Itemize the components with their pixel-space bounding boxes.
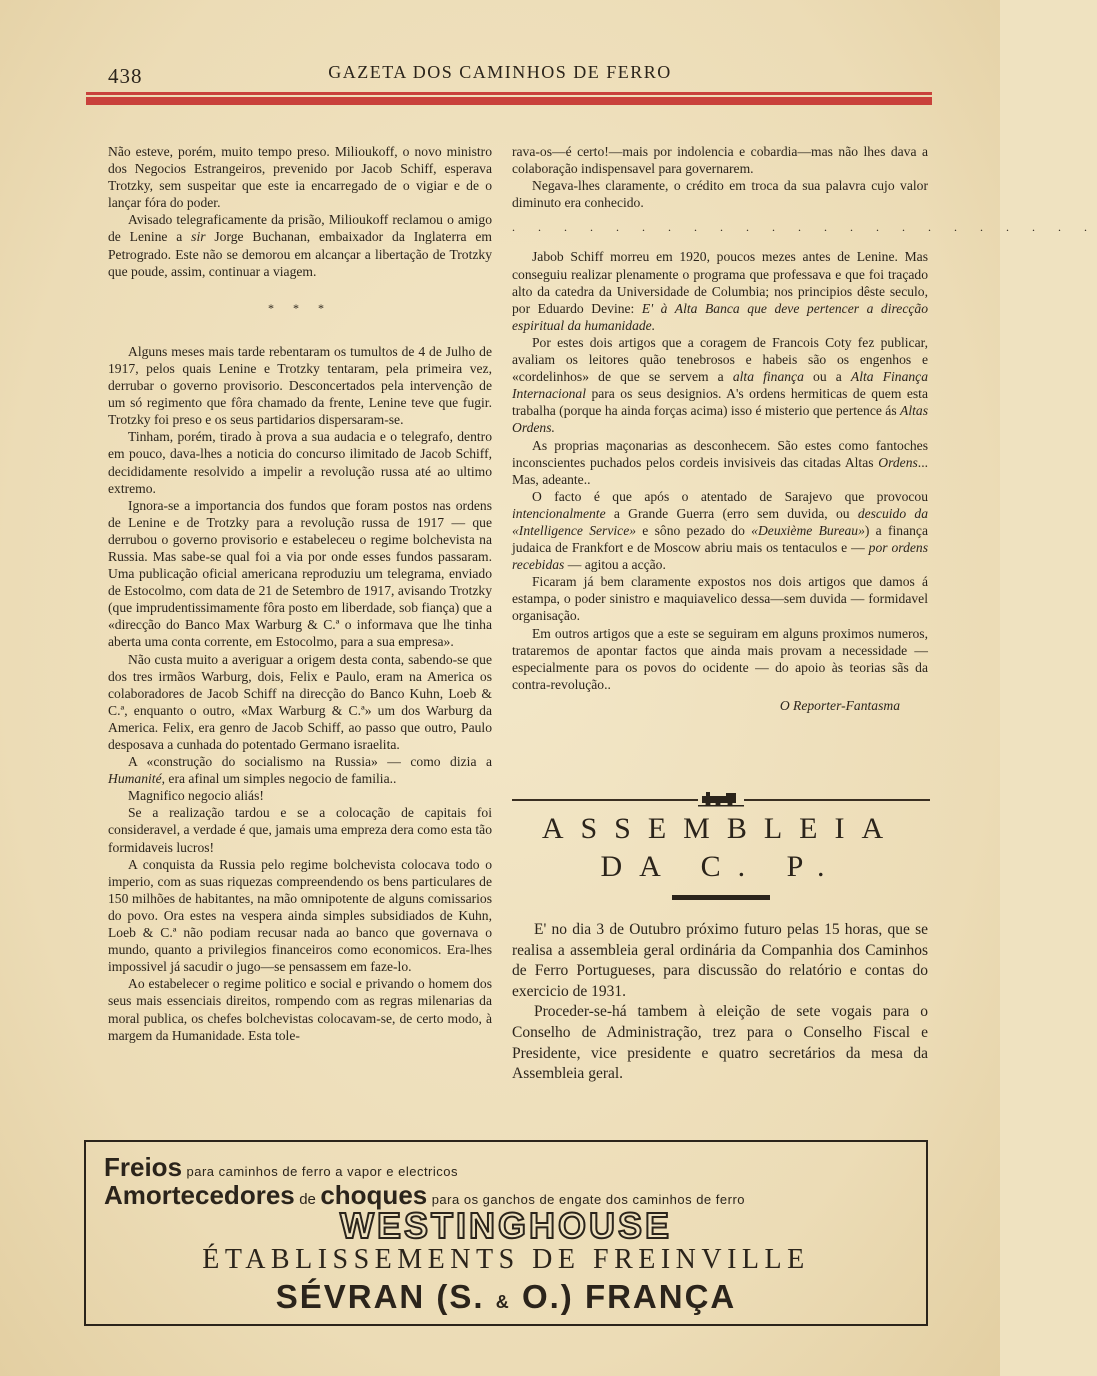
ad-freios-line: Freios para caminhos de ferro a vapor e electricos: [104, 1152, 458, 1182]
paragraph: Ignora-se a importancia dos fundos que foram postos nas ordens de Lenine e de Trotzky para a revolução russa de 1917 — que derrubou o governo provisorio e estabeleceu o regime bolchevista na Russia. Mas sabe-se qual foi a via por onde esses fundos passaram. Uma publicação oficial americana reproduziu um telegrama, enviado de Estocolmo, com data de 21 de Setembro de 1917, avisando Trotzky (que imprudentissimamente fôra posto em liberdade, sob fiança) que a «direcção do Banco Max Warburg & C.ª o informava que lhe tinha aberta uma conta corrente, em Estocolmo, para a sua empresa».: [108, 497, 492, 650]
paragraph: rava-os—é certo!—mais por indolencia e cobardia—mas não lhes dava a colaboração indispensavel para governarem.: [512, 144, 928, 177]
assembleia-title: ASSEMBLEIA: [541, 812, 901, 845]
page-number: 438: [108, 64, 143, 88]
paragraph: Proceder-se-há tambem à eleição de sete vogais para o Conselho de Administração, trez para o Conselho Fiscal e Presidente, vice presidente e quatro secretários da mesa da Assembleia geral.: [512, 1003, 928, 1083]
paragraph: Negava-lhes claramente, o crédito em troca da sua palavra cujo valor diminuto era conhecido.: [512, 178, 928, 211]
paragraph: A conquista da Russia pelo regime bolchevista colocava todo o imperio, com as suas riquezas compreendendo os bens particulares de 150 milhões de habitantes, na mão omnipotente de alguns comissarios do povo. Ora estes na vespera ainda simples subsidiados de Kuhn, Loeb & C.ª não podiam recusar nada ao banco que governava o mundo, quanto a privilegios financeiros como economicos. Era-lhes impossivel já sacudir o jugo—se pensassem em faze-lo.: [108, 856, 492, 975]
section-divider: [512, 791, 930, 807]
paragraph: O facto é que após o atentado de Sarajevo que provocou intencionalmente a Grande Guerra (erro sem duvida, ou descuido da «Intelligence Service» e sôno pezado do «Deuxième Bureau») a finança judaica de Frankfort e de Moscow abriu mais os tentaculos e — por ordens recebidas — agitou a acção.: [512, 488, 928, 573]
ad-location: SÉVRAN (S. & O.) FRANÇA: [275, 1278, 737, 1315]
left-column: [108, 143, 492, 1044]
paragraph: Magnifico negocio aliás!: [128, 788, 264, 804]
ad-establishment: ÉTABLISSEMENTS DE FREINVILLE: [202, 1244, 810, 1275]
paragraph: Ao estabelecer o regime politico e social e privando o homem dos seus mais essenciais direitos, rompendo com as regras milenarias da moral publica, os chefes bolchevistas colocavam-se, de certo modo, à margem da Humanidade. Esta tole-: [108, 976, 492, 1043]
right-column: [512, 143, 1097, 714]
assembleia-body: [512, 920, 928, 1085]
paragraph: As proprias maçonarias as desconhecem. São estes como fantoches inconscientes puchados pelos cordeis invisiveis das citadas Altas Ordens... Mas, adeante..: [512, 437, 928, 487]
asterism-divider: * * *: [268, 300, 332, 315]
header-rule-thin: [86, 92, 932, 95]
paragraph: Jabob Schiff morreu em 1920, poucos mezes antes de Lenine. Mas conseguiu realizar plenamente o programa que professava e que foi traçado alto da catedra da Universidade de Columbia; nos principios dêste seculo, por Eduardo Devine: E' à Alta Banca que deve pertencer a direcção espiritual da humanidade.: [512, 249, 928, 333]
paragraph: Tinham, porém, tirado à prova a sua audacia e o telegrafo, dentro em pouco, dava-lhes a noticia do concurso ilimitado de Jacob Schiff, decididamente resolvido a impelir a revolução russa até ao ultimo extremo.: [108, 429, 492, 496]
paragraph: Ficaram já bem claramente expostos nos dois artigos que damos á estampa, o poder sinistro e maquiavelico dessa—sem duvida — formidavel organisação.: [512, 574, 928, 624]
paragraph: E' no dia 3 de Outubro próximo futuro pelas 15 horas, que se realisa a assembleia geral ordinária da Companhia dos Caminhos de Ferro Portugueses, para discussão do relatório e contas do exercicio de 1931.: [512, 921, 928, 1000]
paragraph: Em outros artigos que a este se seguiram em alguns proximos numeros, trataremos de apontar factos que ainda mais provam a necessidade — especialmente para os povos do ocidente — do apoio às teorias sãs da contra-revolução..: [512, 625, 928, 692]
paragraph: Se a realização tardou e se a colocação de capitais foi consideravel, a verdade é que, jamais uma empreza dera como esta tão formidaveis lucros!: [108, 805, 492, 855]
assembleia-rule: [672, 895, 770, 900]
running-title: GAZETA DOS CAMINHOS DE FERRO: [328, 62, 672, 82]
paragraph: Alguns meses mais tarde rebentaram os tumultos de 4 de Julho de 1917, pelos quais Lenine e Trotzky tentaram, pela primeira vez, derrubar o governo provisorio. Desconcertados pela intervenção de um só regimento que fôra chamado da frente, Lenine teve que fugir. Trotzky foi preso e os seus partidarios dispersaram-se.: [108, 343, 492, 428]
author-signature: O Reporter-Fantasma: [779, 697, 900, 713]
ad-brand: WESTINGHOUSE: [339, 1205, 672, 1246]
paragraph: Avisado telegraficamente da prisão, Milioukoff reclamou o amigo de Lenine a sir Jorge Buchanan, embaixador da Inglaterra em Petrogrado. Este não se demorou em alcançar a libertação de Trotzky que poude, assim, continuar a viagem.: [108, 212, 492, 279]
westinghouse-advertisement: [84, 1140, 928, 1326]
paragraph: Por estes dois artigos que a coragem de Francois Coty fez publicar, avaliam os leitores quão tenebrosos e habeis são os engenhos e «cordelinhos» de que se servem a alta finança ou a Alta Finança Internacional para os seus designios. A's ordens hermiticas de quem esta trabalha (porque ha ainda forças acima) isso é misterio que pertence ás Altas Ordens.: [512, 334, 929, 436]
paragraph: Não esteve, porém, muito tempo preso. Milioukoff, o novo ministro dos Negocios Estrangeiros, prevenido por Jacob Schiff, esperava Trotzky, sem suspeitar que este ia encarregado de o vigiar e de o lançar fóra do poder.: [108, 144, 492, 211]
ad-amortecedores-line: Amortecedores de choques para os ganchos de engate dos caminhos de ferro: [104, 1180, 746, 1210]
header-rule-thick: [86, 97, 932, 105]
paragraph: Não custa muito a averiguar a origem desta conta, sabendo-se que dos tres irmãos Warburg, dois, Felix e Paulo, eram na America os colaboradores de Jacob Schiff na direcção do Banco Kuhn, Loeb & C.ª, enquanto o outro, «Max Warburg & C.ª» um dos Warburg da America. Felix, era genro de Jacob Schiff, ao passo que outro, Paulo desposava a cunhada do potentado Germano israelita.: [108, 651, 492, 752]
locomotive-icon: [698, 791, 744, 807]
assembleia-subtitle: DA C. P.: [600, 850, 842, 883]
paragraph: A «construção do socialismo na Russia» — como dizia a Humanité, era afinal um simples negocio de familia..: [108, 754, 492, 787]
dotted-divider: . . . . . . . . . . . . . . . . . . . . . . .: [512, 220, 1097, 235]
